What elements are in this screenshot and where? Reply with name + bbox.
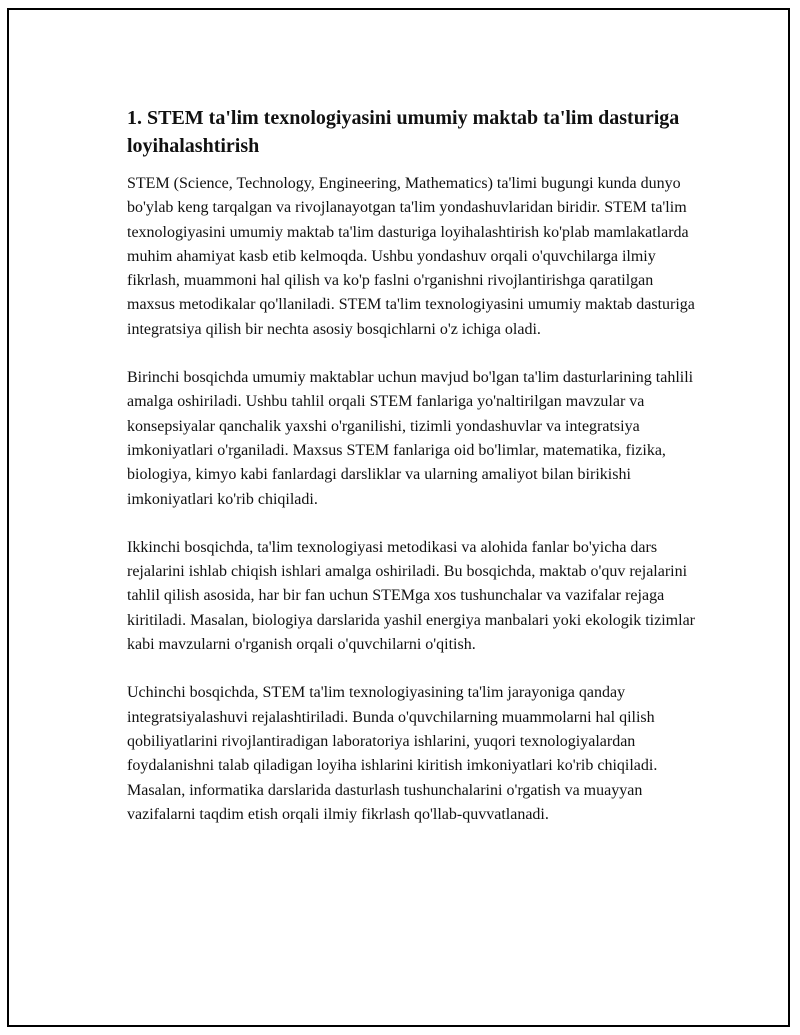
paragraph-intro: STEM (Science, Technology, Engineering, Mathematics) ta'limi bugungi kunda dunyo bo'ylab keng tarqalgan va rivojlanayotgan ta'lim yondashuvlaridan biridir. STEM ta'lim texnologiyasini umumiy maktab ta'lim dasturiga loyihalashtirish ko'plab mamlakatlarda muhim ahamiyat kasb etib kelmoqda. Ushbu yondashuv orqali o'quvchilarga ilmiy fikrlash, muammoni hal qilish va ko'p faslni o'rganishni rivojlantirishga qaratilgan maxsus metodikalar qo'llaniladi. STEM ta'lim texnologiyasini umumiy maktab dasturiga integratsiya qilish bir nechta asosiy bosqichlarni o'z ichiga oladi. — [127, 175, 695, 338]
paragraph-stage-one: Birinchi bosqichda umumiy maktablar uchun mavjud bo'lgan ta'lim dasturlarining tahlili amalga oshiriladi. Ushbu tahlil orqali STEM fanlariga yo'naltirilgan mavzular va konsepsiyalar qanchalik yaxshi o'rganilishi, tizimli yondashuvlar va integratsiya imkoniyatlari o'rganiladi. Maxsus STEM fanlariga oid bo'limlar, matematika, fizika, biologiya, kimyo kabi fanlardagi darsliklar va ularning amaliyot bilan birikishi imkoniyatlari ko'rib chiqiladi. — [127, 369, 694, 508]
document-body — [127, 104, 699, 851]
page-frame — [7, 8, 790, 1027]
section-heading: 1. STEM ta'lim texnologiyasini umumiy maktab ta'lim dasturiga loyihalashtirish — [127, 107, 680, 157]
paragraph-stage-two: Ikkinchi bosqichda, ta'lim texnologiyasi metodikasi va alohida fanlar bo'yicha dars rejalarini ishlab chiqish ishlari amalga oshiriladi. Bu bosqichda, maktab o'quv rejalarini tahlil qilish asosida, har bir fan uchun STEMga xos tushunchalar va vazifalar rejaga kiritiladi. Masalan, biologiya darslarida yashil energiya manbalari yoki ekologik tizimlar kabi mavzularni o'rganish orqali o'quvchilarni o'qitish. — [127, 538, 695, 654]
paragraph-stage-three: Uchinchi bosqichda, STEM ta'lim texnologiyasining ta'lim jarayoniga qanday integratsiyalashuvi rejalashtiriladi. Bunda o'quvchilarning muammolarni hal qilish qobiliyatlarini rivojlantiradigan laboratoriya ishlarini, yuqori texnologiyalardan foydalanishni talab qiladigan loyiha ishlarini kiritish imkoniyatlari ko'rib chiqiladi. Masalan, informatika darslarida dasturlash tushunchalarini o'rgatish va muayyan vazifalarni taqdim etish orqali ilmiy fikrlash qo'llab-quvvatlanadi. — [127, 684, 658, 823]
